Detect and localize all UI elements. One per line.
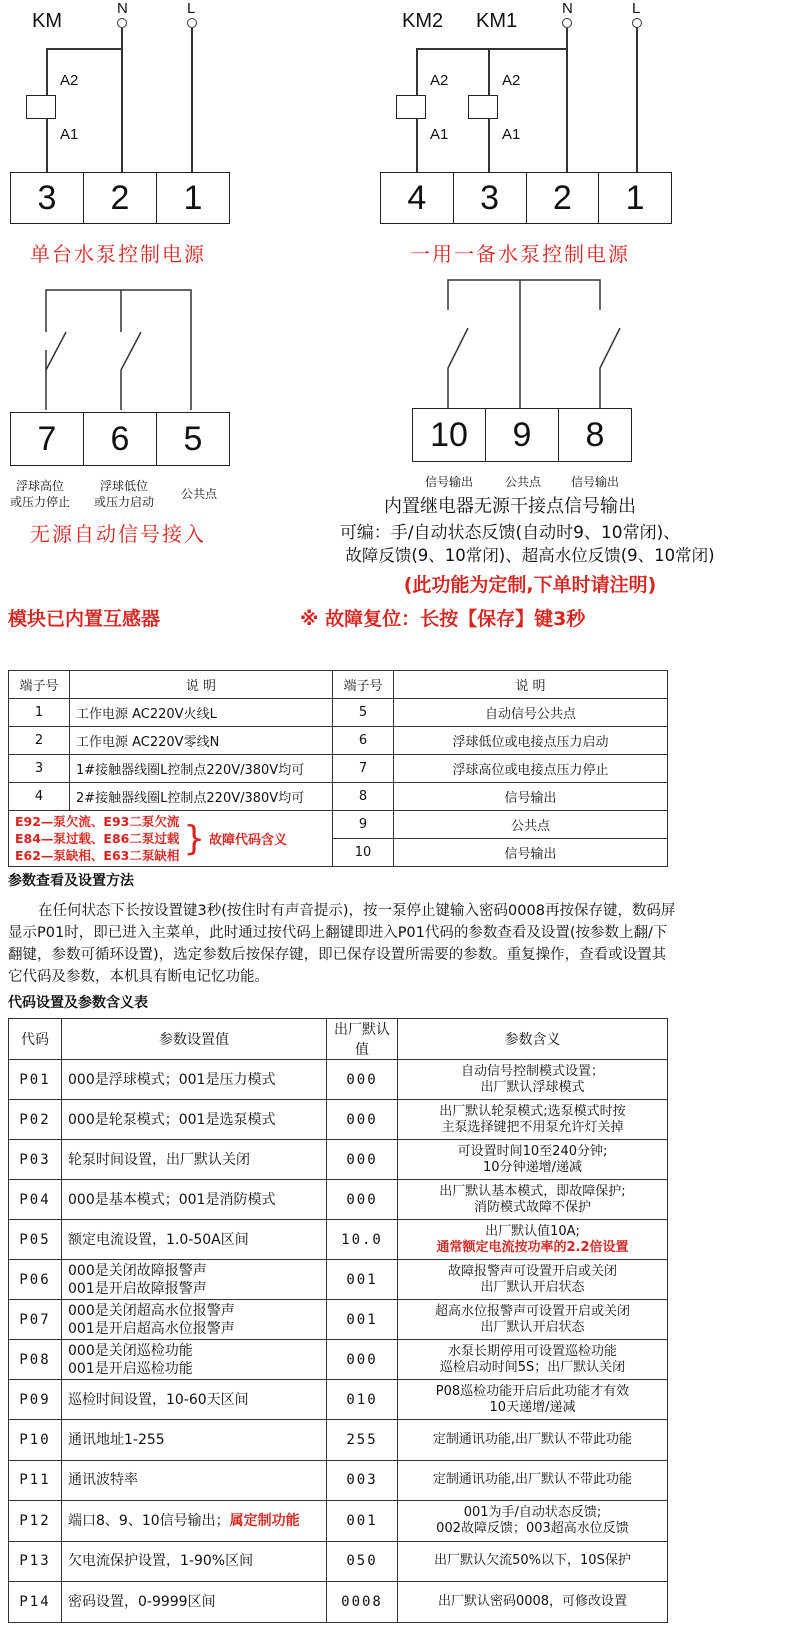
terminal-3: 3 bbox=[37, 178, 57, 217]
code-cell: P14 bbox=[9, 1582, 62, 1623]
table-row bbox=[9, 1501, 668, 1542]
value-cell: 端口8、9、10信号输出；属定制功能 bbox=[62, 1501, 327, 1542]
switch-wiring-icon bbox=[0, 280, 240, 420]
code-cell: P08 bbox=[9, 1340, 62, 1380]
table-row: 10 信号输出 bbox=[9, 839, 668, 867]
feedback-desc: 故障反馈(9、10常闭)、超高水位反馈(9、10常闭) bbox=[345, 546, 715, 565]
table-row: E92—泵欠流、E93二泵欠流 E84—泵过载、E86二泵过载 E62—泵缺相、E63二泵缺相 } 故障代码含义 9 公共点 bbox=[9, 811, 668, 839]
section-title: 参数查看及设置方法 bbox=[8, 873, 134, 889]
meaning-cell: 出厂默认欠流50%以下，10S保护 bbox=[398, 1541, 668, 1582]
table-header: 代码 bbox=[9, 1019, 62, 1060]
table-row bbox=[9, 1340, 668, 1380]
default-cell: 000 bbox=[327, 1100, 398, 1140]
table-row bbox=[9, 1380, 668, 1420]
value-cell: 密码设置，0-9999区间 bbox=[62, 1582, 327, 1623]
value-cell: 通讯波特率 bbox=[62, 1460, 327, 1501]
terminal-2: 2 bbox=[526, 173, 599, 223]
code-cell: P10 bbox=[9, 1420, 62, 1461]
instructions-paragraph: 在任何状态下长按设置键3秒(按住时有声音提示)，按一泵停止键输入密码0008再按保存键，数码屏显示P01时，即已进入主菜单，此时通过按代码上翻键即进入P01代码的参数查看及设置(按参数上翻/下翻键，参数可循环设置)，选定参数后按保存键，即已保存设置所需要的参数。重复操作，查看或设置其它代码及参数，本机具有断电记忆功能。 bbox=[8, 903, 676, 985]
meaning-cell: 自动信号控制模式设置； 出厂默认浮球模式 bbox=[398, 1060, 668, 1100]
terminal-block-2 bbox=[380, 172, 672, 224]
value-cell: 轮泵时间设置，出厂默认关闭 bbox=[62, 1140, 327, 1180]
table-row bbox=[9, 1541, 668, 1582]
coil-icon bbox=[26, 95, 56, 119]
value-cell: 通讯地址1-255 bbox=[62, 1420, 327, 1461]
default-cell: 000 bbox=[327, 1060, 398, 1100]
table-row: 4 2#接触器线圈L控制点220V/380V均可 8 信号输出 bbox=[9, 783, 668, 811]
meaning-cell: 出厂默认基本模式，即故障保护; 消防模式故障不保护 bbox=[398, 1180, 668, 1220]
meaning-cell: 出厂默认轮泵模式;选泵模式时按 主泵选择键把不用泵允许灯关掉 bbox=[398, 1100, 668, 1140]
table-row bbox=[9, 1180, 668, 1220]
ct-heading: 模块已内置互感器 bbox=[8, 608, 161, 630]
fault-codes-cell bbox=[9, 811, 333, 867]
meaning-cell: 001为手/自动状态反馈; 002故障反馈；003超高水位反馈 bbox=[398, 1501, 668, 1542]
value-cell: 000是基本模式；001是消防模式 bbox=[62, 1180, 327, 1220]
default-cell: 001 bbox=[327, 1300, 398, 1340]
fault-line: E84—泵过载、E86二泵过载 bbox=[15, 831, 180, 846]
code-cell: P11 bbox=[9, 1460, 62, 1501]
terminal-table bbox=[8, 670, 668, 867]
relay-desc: 内置继电器无源干接点信号输出 bbox=[384, 496, 636, 517]
default-cell: 000 bbox=[327, 1340, 398, 1380]
section-title: 代码设置及参数含义表 bbox=[8, 995, 148, 1011]
n2-label: N bbox=[562, 0, 573, 17]
table-row bbox=[9, 1220, 668, 1260]
terminal-block-1 bbox=[10, 172, 230, 224]
terminal-block-3 bbox=[10, 412, 230, 466]
meaning-cell: 定制通讯功能,出厂默认不带此功能 bbox=[398, 1420, 668, 1461]
float-high-label: 浮球高位 或压力停止 bbox=[9, 479, 70, 509]
meaning-note: 通常额定电流按功率的2.2倍设置 bbox=[436, 1239, 629, 1255]
fault-reset-heading: ※ 故障复位：长按【保存】键3秒 bbox=[300, 608, 586, 630]
table-row bbox=[9, 1300, 668, 1340]
table-row: 2 工作电源 AC220V零线N 6 浮球低位或电接点压力启动 bbox=[9, 727, 668, 755]
code-cell: P02 bbox=[9, 1100, 62, 1140]
a2-label: A2 bbox=[430, 72, 449, 89]
table-row bbox=[9, 1260, 668, 1300]
code-cell: P09 bbox=[9, 1380, 62, 1420]
meaning-cell: 水泵长期停用可设置巡检功能 巡检启动时间5S；出厂默认关闭 bbox=[398, 1340, 668, 1380]
table-header: 端子号 bbox=[9, 671, 70, 699]
terminal-4: 4 bbox=[407, 178, 427, 217]
brace-icon: } bbox=[183, 818, 206, 859]
value-cell: 000是浮球模式；001是压力模式 bbox=[62, 1060, 327, 1100]
terminal-7: 7 bbox=[37, 419, 57, 458]
value-cell: 欠电流保护设置，1-90%区间 bbox=[62, 1541, 327, 1582]
code-table bbox=[8, 1018, 668, 1623]
meaning-cell: 超高水位报警声可设置开启或关闭 出厂默认开启状态 bbox=[398, 1300, 668, 1340]
meaning-cell: 定制通讯功能,出厂默认不带此功能 bbox=[398, 1460, 668, 1501]
default-cell: 001 bbox=[327, 1501, 398, 1542]
a1-label: A1 bbox=[502, 126, 521, 143]
table-row bbox=[9, 1060, 668, 1100]
meaning-cell: 出厂默认值10A; 通常额定电流按功率的2.2倍设置 bbox=[398, 1220, 668, 1260]
l2-terminal-icon bbox=[632, 18, 642, 28]
terminal-1: 1 bbox=[156, 173, 229, 223]
table-header: 出厂默认值 bbox=[327, 1019, 398, 1060]
default-cell: 0008 bbox=[327, 1582, 398, 1623]
custom-note: (此功能为定制,下单时请注明) bbox=[403, 574, 657, 596]
terminal-6: 6 bbox=[83, 413, 156, 465]
default-cell: 003 bbox=[327, 1460, 398, 1501]
coil-km2-icon bbox=[396, 95, 426, 119]
code-cell: P03 bbox=[9, 1140, 62, 1180]
table-row: 3 1#接触器线圈L控制点220V/380V均可 7 浮球高位或电接点压力停止 bbox=[9, 755, 668, 783]
value-cell: 000是关闭故障报警声 001是开启故障报警声 bbox=[62, 1260, 327, 1300]
l-label: L bbox=[187, 0, 196, 17]
n-label: N bbox=[117, 0, 128, 17]
code-cell: P05 bbox=[9, 1220, 62, 1260]
float-low-label: 浮球低位 或压力启动 bbox=[93, 479, 154, 509]
a2-label: A2 bbox=[502, 72, 521, 89]
terminal-9: 9 bbox=[485, 409, 558, 461]
code-cell: P01 bbox=[9, 1060, 62, 1100]
value-cell: 000是关闭巡检功能 001是开启巡检功能 bbox=[62, 1340, 327, 1380]
fault-line: E92—泵欠流、E93二泵欠流 bbox=[15, 814, 180, 829]
km2-label: KM2 bbox=[402, 10, 444, 32]
terminal-1: 1 bbox=[598, 173, 671, 223]
code-cell: P06 bbox=[9, 1260, 62, 1300]
a2-label: A2 bbox=[60, 72, 79, 89]
value-cell: 000是关闭超高水位报警声 001是开启超高水位报警声 bbox=[62, 1300, 327, 1340]
value-cell: 额定电流设置，1.0-50A区间 bbox=[62, 1220, 327, 1260]
km-label: KM bbox=[32, 10, 62, 32]
meaning-cell: P08巡检功能开启后此功能才有效 10天递增/递减 bbox=[398, 1380, 668, 1420]
default-cell: 255 bbox=[327, 1420, 398, 1461]
meaning-cell: 出厂默认密码0008，可修改设置 bbox=[398, 1582, 668, 1623]
code-cell: P04 bbox=[9, 1180, 62, 1220]
meaning-cell: 可设置时间10至240分钟; 10分钟递增/递减 bbox=[398, 1140, 668, 1180]
diagram2-title: 一用一备水泵控制电源 bbox=[410, 242, 630, 266]
common-label: 公共点 bbox=[504, 475, 541, 489]
code-cell: P13 bbox=[9, 1541, 62, 1582]
l2-label: L bbox=[632, 0, 641, 17]
table-header: 说 明 bbox=[70, 671, 333, 699]
relay-contact-icon bbox=[400, 270, 660, 410]
programmable-desc: 可编：手/自动状态反馈(自动时9、10常闭)、 bbox=[339, 523, 681, 543]
value-cell: 000是轮泵模式；001是选泵模式 bbox=[62, 1100, 327, 1140]
terminal-2: 2 bbox=[83, 173, 156, 223]
default-cell: 001 bbox=[327, 1260, 398, 1300]
l-terminal-icon bbox=[187, 18, 197, 28]
meaning-cell: 故障报警声可设置开启或关闭 出厂默认开启状态 bbox=[398, 1260, 668, 1300]
fault-code-label: 故障代码含义 bbox=[209, 833, 288, 848]
table-row: 1 工作电源 AC220V火线L 5 自动信号公共点 bbox=[9, 699, 668, 727]
table-row bbox=[9, 1420, 668, 1461]
terminal-8: 8 bbox=[558, 409, 631, 461]
default-cell: 050 bbox=[327, 1541, 398, 1582]
common-label: 公共点 bbox=[180, 487, 217, 501]
table-row bbox=[9, 1460, 668, 1501]
table-header: 说 明 bbox=[394, 671, 668, 699]
diagram3-title: 无源自动信号接入 bbox=[30, 522, 206, 546]
table-header: 端子号 bbox=[333, 671, 394, 699]
fault-line: E62—泵缺相、E63二泵缺相 bbox=[15, 848, 180, 863]
table-row bbox=[9, 1100, 668, 1140]
n2-terminal-icon bbox=[562, 18, 572, 28]
default-cell: 010 bbox=[327, 1380, 398, 1420]
default-cell: 000 bbox=[327, 1180, 398, 1220]
default-cell: 000 bbox=[327, 1140, 398, 1180]
terminal-3: 3 bbox=[453, 173, 526, 223]
value-cell: 巡检时间设置，10-60天区间 bbox=[62, 1380, 327, 1420]
table-header: 参数设置值 bbox=[62, 1019, 327, 1060]
signal-out-label: 信号输出 bbox=[424, 475, 473, 489]
terminal-10: 10 bbox=[430, 415, 468, 454]
default-cell: 10.0 bbox=[327, 1220, 398, 1260]
table-row bbox=[9, 1582, 668, 1623]
code-cell: P12 bbox=[9, 1501, 62, 1542]
table-row bbox=[9, 1140, 668, 1180]
a1-label: A1 bbox=[60, 126, 79, 143]
km1-label: KM1 bbox=[476, 10, 518, 32]
signal-out-label: 信号输出 bbox=[570, 475, 619, 489]
a1-label: A1 bbox=[430, 126, 449, 143]
terminal-block-4 bbox=[412, 408, 632, 462]
n-terminal-icon bbox=[117, 18, 127, 28]
table-header: 参数含义 bbox=[398, 1019, 668, 1060]
code-cell: P07 bbox=[9, 1300, 62, 1340]
custom-function-label: 属定制功能 bbox=[229, 1512, 300, 1529]
terminal-5: 5 bbox=[156, 413, 229, 465]
coil-km1-icon bbox=[468, 95, 498, 119]
diagram1-title: 单台水泵控制电源 bbox=[30, 242, 206, 266]
